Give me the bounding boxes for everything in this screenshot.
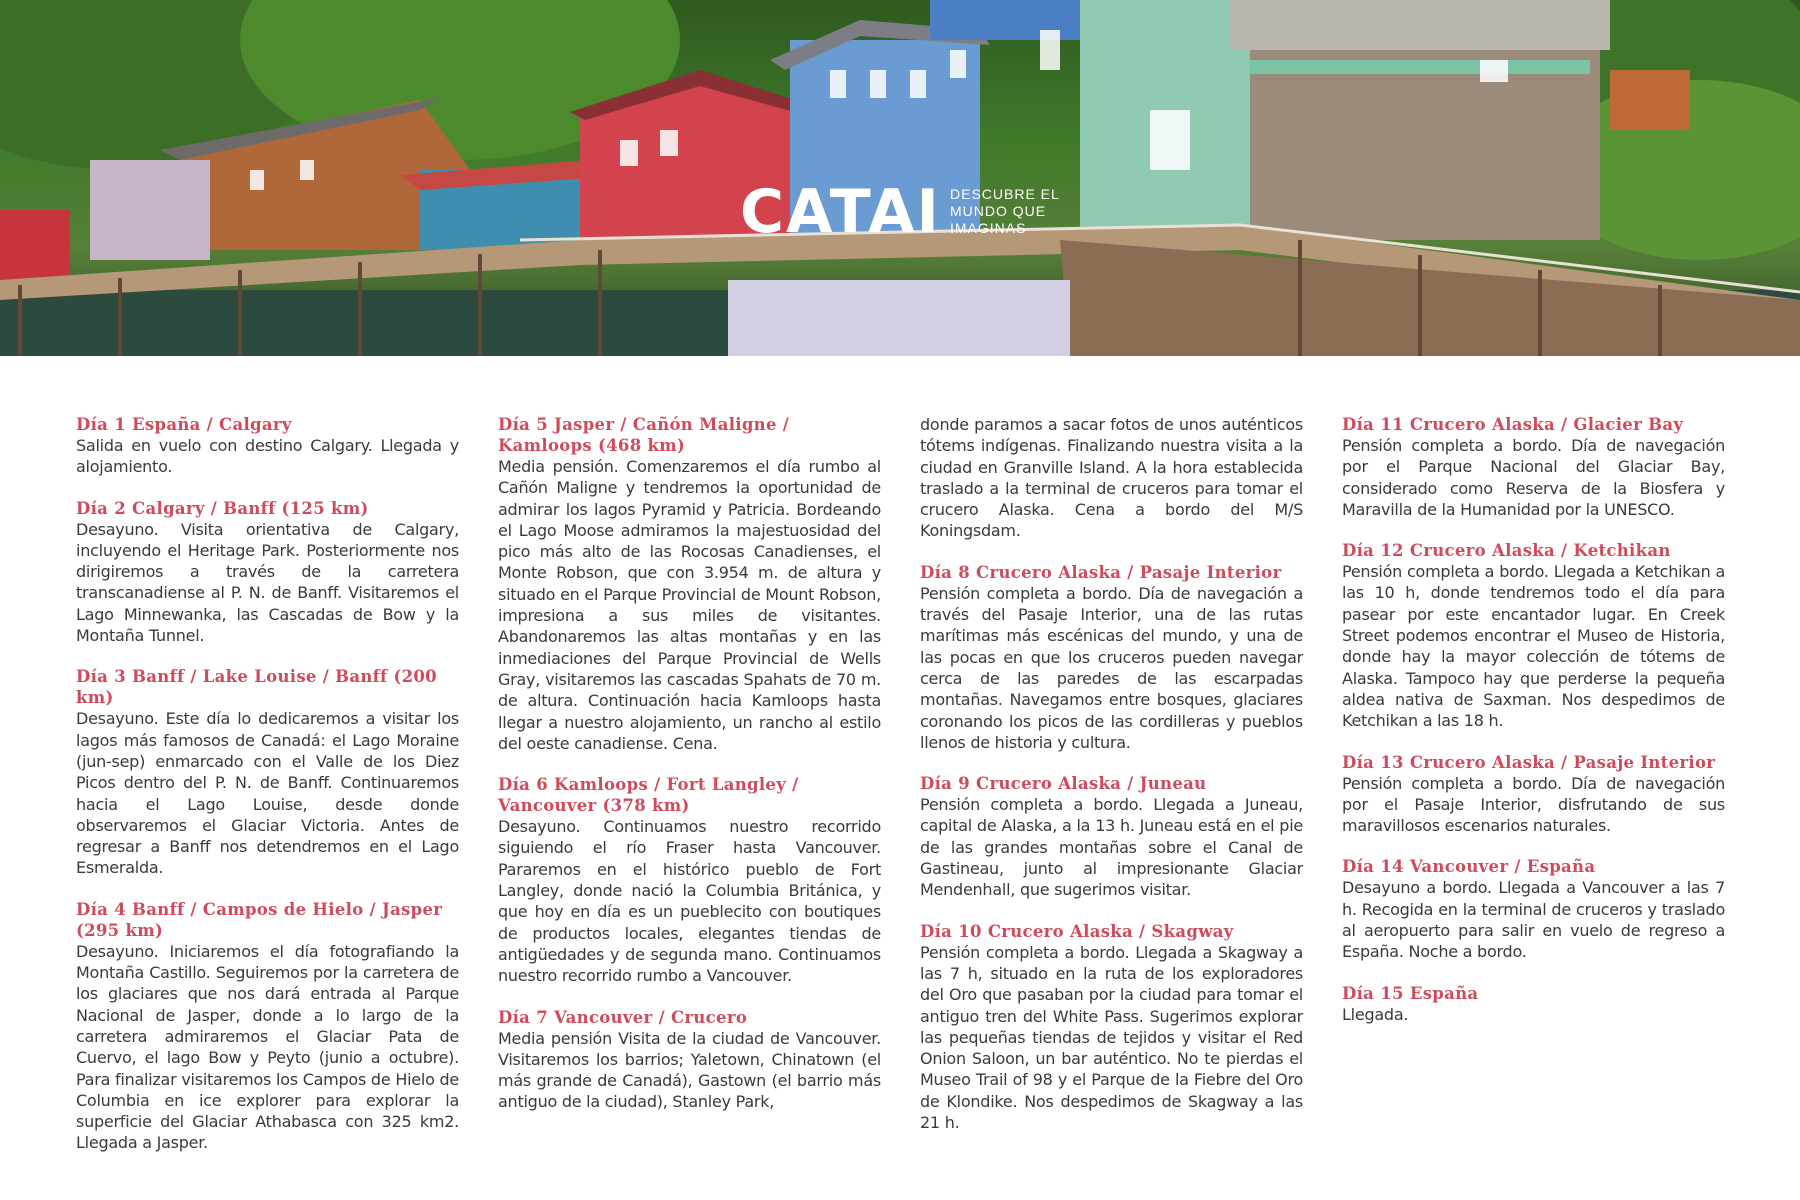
day-text: Pensión completa a bordo. Día de navegación por el Parque Nacional del Glaciar Bay, considerado como Reserva de la Biosfera y Maravilla de la Humanidad por la UNESCO.	[1342, 436, 1725, 519]
day-block	[920, 921, 1303, 1134]
day-text: Desayuno. Visita orientativa de Calgary, incluyendo el Heritage Park. Posteriormente nos dirigiremos a través de la carretera transcanadiense al P. N. de Banff. Visitaremos el Lago Minnewanka, las Cascadas de Bow y la Montaña Tunnel.	[76, 519, 459, 646]
day-title: Día 1 España / Calgary	[76, 415, 292, 434]
day-text: Pensión completa a bordo. Llegada a Juneau, capital de Alaska, a la 13 h. Juneau está en el pie de las grandes montañas sobre el Canal de Gastineau, junto al impresionante Glaciar Mendenhall, que sugerimos visitar.	[920, 795, 1303, 900]
day-block	[498, 414, 881, 754]
day-title: Día 11 Crucero Alaska / Glacier Bay	[1342, 415, 1684, 434]
hero-photo	[0, 0, 1800, 356]
day-block	[76, 899, 459, 1154]
day-title: Día 3 Banff / Lake Louise / Banff (200 km)	[76, 667, 437, 708]
day-title: Día 2 Calgary / Banff (125 km)	[76, 498, 369, 518]
day-title: Día 15 España	[1342, 983, 1479, 1003]
day-block	[498, 1007, 881, 1113]
day-block	[1342, 414, 1725, 520]
day-block	[76, 666, 459, 878]
day-title: Día 6 Kamloops / Fort Langley / Vancouver (378 km)	[498, 775, 799, 816]
day-title: Día 10 Crucero Alaska / Skagway	[920, 921, 1234, 941]
lavender-tab	[728, 280, 1070, 356]
day-block	[1342, 752, 1725, 837]
itinerary-column-1	[76, 414, 459, 1174]
itinerary-column-3	[920, 414, 1303, 1153]
day-title: Día 5 Jasper / Cañón Maligne / Kamloops (468 km)	[498, 415, 790, 455]
day-text: Pensión completa a bordo. Llegada a Ketchikan a las 10 h, donde tendremos todo el día para pasear por este encantador lugar. En Creek Street podemos encontrar el Museo de Historia, donde hay la mayor colección de tótems de Alaska. Tampoco hay que perderse la pequeña aldea nativa de Saxman. Nos despedimos de Ketchikan a las 18 h.	[1342, 562, 1725, 731]
day-text: Pensión completa a bordo. Llegada a Skagway a las 7 h, situado en la ruta de los exploradores del Oro que pasaban por la ciudad para tomar el antiguo tren del White Pass. Sugerimos explorar las pequeñas tiendas de tejidos y visitar el Red Onion Saloon, un bar auténtico. No te pierdas el Museo Trail of 98 y el Parque de la Fiebre del Oro de Klondike. Nos despedimos de Skagway a las 21 h.	[920, 942, 1303, 1133]
day-block	[920, 773, 1303, 900]
day-title: Día 13 Crucero Alaska / Pasaje Interior	[1342, 752, 1716, 772]
day-text: Pensión completa a bordo. Día de navegación a través del Pasaje Interior, una de las rutas marítimas más escénicas del mundo, y una de las pocas en que los cruceros pueden navegar cerca de las paredes de las escarpadas montañas. Navegamos entre bosques, glaciares coronando los picos de las cordilleras y pueblos llenos de historia y cultura.	[920, 583, 1303, 752]
day-title: Día 8 Crucero Alaska / Pasaje Interior	[920, 562, 1282, 582]
itinerary-column-4	[1342, 414, 1725, 1045]
day-block	[76, 498, 459, 647]
day-text: Media pensión. Comenzaremos el día rumbo al Cañón Maligne y tendremos la oportunidad de admirar los lagos Pyramid y Patricia. Bordeando el Lago Moose admiramos la majestuosidad del pico más alto de las Rocosas Canadienses, el Monte Robson, que con 3.954 m. de altura y situado en el Parque Provincial de Mount Robson, impresiona a sus miles de visitantes. Abandonaremos las altas montañas y en las inmediaciones del Parque Provincial de Wells Gray, visitaremos las cascadas Spahats de 70 m. de altura. Continuación hacia Kamloops hasta llegar a nuestro alojamiento, un rancho al estilo del oeste canadiense. Cena.	[498, 457, 881, 753]
day-block	[1342, 983, 1725, 1025]
day-block	[920, 562, 1303, 753]
day-text: Desayuno. Continuamos nuestro recorrido siguiendo el río Fraser hasta Vancouver. Pararemos en el histórico pueblo de Fort Langley, donde nació la Columbia Británica, y que hoy en día es un pueblecito con boutiques de productos locales, elegantes tiendas de antigüedades y de segunda mano. Continuamos nuestro recorrido rumbo a Vancouver.	[498, 817, 881, 986]
day-text: Desayuno. Iniciaremos el día fotografiando la Montaña Castillo. Seguiremos por la carretera de los glaciares que nos dará entrada al Parque Nacional de Jasper, donde a lo largo de la carretera admiraremos el Glaciar Pata de Cuervo, el lago Bow y Peyto (junio a octubre). Para finalizar visitaremos los Campos de Hielo de Columbia en ice explorer para explorar la superficie del Glaciar Athabasca con 325 km2. Llegada a Jasper.	[76, 941, 459, 1153]
day-block	[498, 774, 881, 986]
logo-tagline: DESCUBRE EL MUNDO QUE IMAGINAS	[950, 186, 1060, 236]
day-block	[1342, 540, 1725, 731]
itinerary-column-2	[498, 414, 881, 1133]
day-text: Salida en vuelo con destino Calgary. Llegada y alojamiento.	[76, 436, 459, 477]
itinerary-columns	[76, 414, 1726, 1174]
day-text: Pensión completa a bordo. Día de navegación por el Pasaje Interior, disfrutando de sus maravillosos escenarios naturales.	[1342, 773, 1725, 836]
day-title: Día 4 Banff / Campos de Hielo / Jasper (295 km)	[76, 899, 443, 940]
day-title: Día 7 Vancouver / Crucero	[498, 1007, 748, 1027]
day-title: Día 9 Crucero Alaska / Juneau	[920, 774, 1207, 794]
logo-text: CATAI	[740, 177, 941, 247]
catai-logo	[740, 177, 1080, 250]
day-block	[1342, 856, 1725, 962]
day-title: Día 12 Crucero Alaska / Ketchikan	[1342, 541, 1671, 561]
day-block	[76, 414, 459, 478]
day-text: Desayuno. Este día lo dedicaremos a visitar los lagos más famosos de Canadá: el Lago Moraine (jun-sep) enmarcado con el Valle de los Diez Picos dentro del P. N. de Banff. Continuaremos hacia el Lago Louise, desde donde observaremos el Glaciar Victoria. Antes de regresar a Banff nos detendremos en el Lago Esmeralda.	[76, 709, 459, 878]
day-text: Media pensión Visita de la ciudad de Vancouver. Visitaremos los barrios; Yaletown, Chinatown (el más grande de Canadá), Gastown (el barrio más antiguo de la ciudad), Stanley Park,	[498, 1028, 881, 1112]
continuation-text: donde paramos a sacar fotos de unos auténticos tótems indígenas. Finalizando nuestra visita a la ciudad en Granville Island. A la hora establecida traslado a la terminal de cruceros para tomar el crucero Alaska. Cena a bordo del M/S Koningsdam.	[920, 415, 1303, 541]
day-text: Desayuno a bordo. Llegada a Vancouver a las 7 h. Recogida en la terminal de cruceros y traslado al aeropuerto para salir en vuelo de regreso a España. Noche a bordo.	[1342, 878, 1725, 962]
day-title: Día 14 Vancouver / España	[1342, 857, 1596, 877]
day-text: Llegada.	[1342, 1004, 1409, 1024]
